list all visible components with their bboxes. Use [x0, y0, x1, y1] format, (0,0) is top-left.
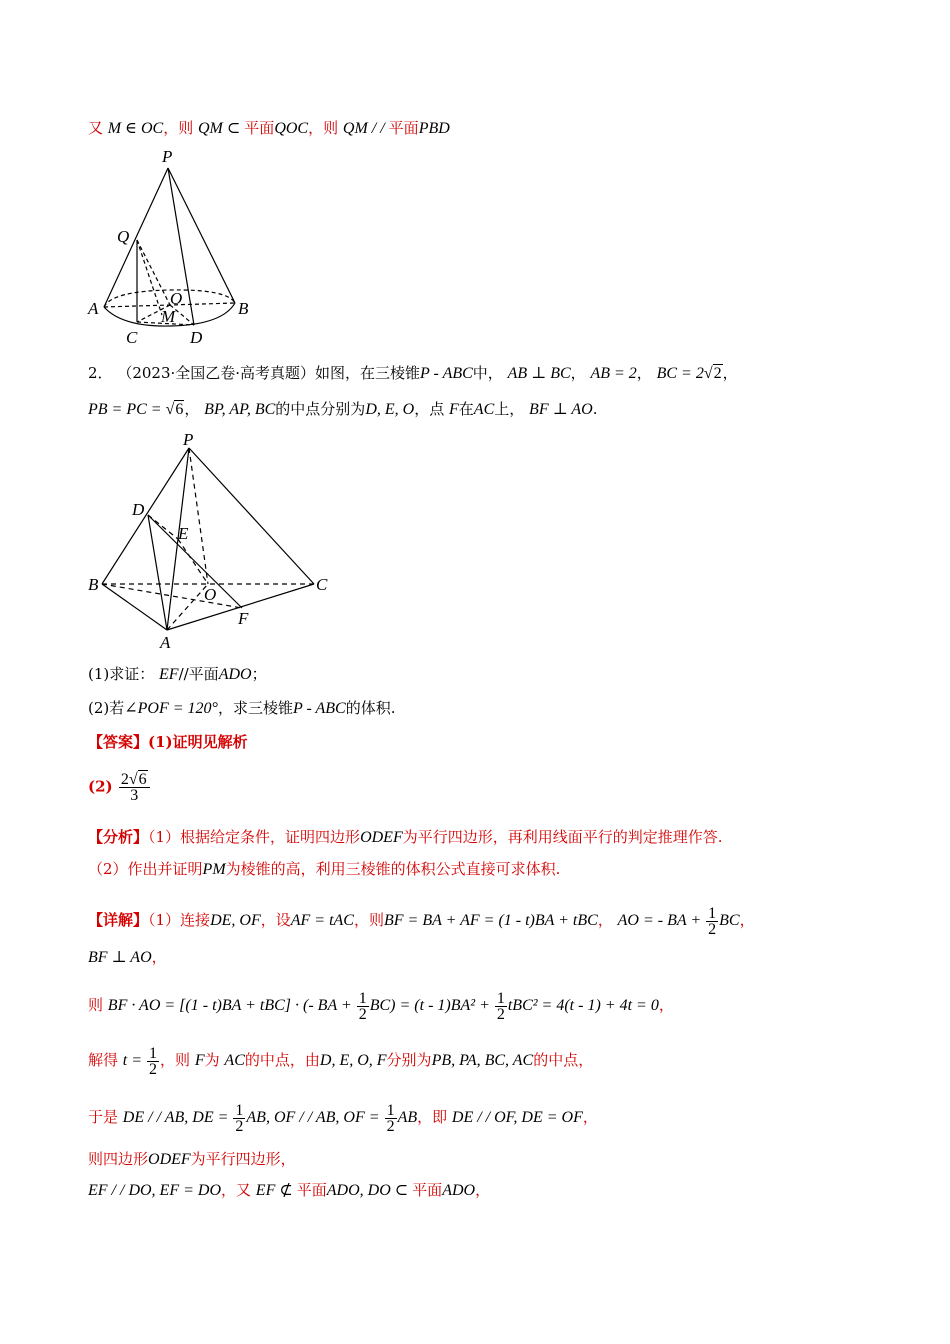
- problem-2-line2: PB = PC = √6， BP, AP, BC的中点分别为D, E, O，点 F在AC上， BF ⊥ AO.: [88, 400, 598, 418]
- cone-figure: [82, 145, 262, 350]
- answer-tag: 【答案】: [88, 733, 149, 751]
- label-d: D: [132, 500, 145, 519]
- label-e: E: [178, 524, 189, 543]
- label-m: M: [161, 307, 176, 326]
- analysis-line1: 【分析】（1）根据给定条件，证明四边形ODEF为平行四边形，再利用线面平行的判定推理作答.: [88, 828, 723, 846]
- edge-pb: [168, 168, 235, 303]
- problem-2-line1: 2． （2023·全国乙卷·高考真题）如图，在三棱锥P - ABC中， AB ⊥ BC， AB = 2， BC = 2√2，: [88, 364, 738, 382]
- label-c: C: [126, 328, 138, 347]
- analysis-line2: （2）作出并证明PM为棱锥的高，利用三棱锥的体积公式直接可求体积.: [88, 860, 561, 878]
- edge-po-dashed: [189, 448, 208, 584]
- answer-line2: (2) $\frac{2√6}{3}$: [88, 772, 151, 803]
- label-o: O: [204, 585, 217, 604]
- label-a: A: [88, 299, 99, 318]
- question-2: (2)若∠POF = 120°，求三棱锥P - ABC的体积.: [88, 699, 396, 717]
- edge-pa: [104, 168, 168, 307]
- detail-line2: BF ⊥ AO，: [88, 948, 167, 966]
- label-c: C: [316, 575, 328, 594]
- detail-tag: 【详解】: [88, 911, 149, 929]
- edge-de-dashed: [148, 515, 178, 539]
- edge-qo-dashed: [137, 240, 170, 305]
- detail-line6: 则四边形ODEF为平行四边形，: [88, 1150, 296, 1168]
- pyramid-figure: [82, 428, 342, 656]
- label-b: B: [88, 575, 99, 594]
- label-o: O: [170, 289, 183, 308]
- label-b: B: [238, 299, 249, 318]
- detail-line3: 则 BF · AO = [(1 - t)BA + tBC] · (- BA + $\frac{1}{2}$ BC) = (t - 1)BA² + $\frac{1}{2}$ tBC² = 4(t - 1) + 4t = 0，: [88, 989, 674, 1023]
- label-p: P: [162, 147, 173, 166]
- edge-pb: [102, 448, 189, 584]
- label-d: D: [190, 328, 203, 347]
- edge-da: [148, 515, 167, 630]
- detail-line4: 解得 t = $\frac{1}{2}$ ，则 F为 AC的中点，由D, E, O, F分别为PB, PA, BC, AC的中点，: [88, 1044, 594, 1078]
- analysis-tag: 【分析】: [88, 828, 149, 846]
- proof-line-qm-parallel: 又 M ∈ OC，则 QM ⊂ 平面QOC，则 QM / / 平面PBD: [88, 119, 450, 137]
- label-f: F: [238, 609, 249, 628]
- edge-ba: [102, 584, 167, 630]
- edge-qm-dashed: [137, 240, 162, 315]
- detail-line1: 【详解】（1）连接DE, OF，设AF = tAC，则BF = BA + AF = (1 - t)BA + tBC， AO = - BA + $\frac{1}{2}$ BC，: [88, 904, 755, 938]
- edge-pc: [189, 448, 314, 584]
- answer-fraction: $\frac{2√6}{3}$: [119, 772, 150, 803]
- label-p: P: [183, 430, 194, 449]
- math-m-in-oc: M ∈ OC: [107, 120, 164, 137]
- label-a: A: [160, 633, 171, 652]
- detail-line5: 于是 DE / / AB, DE = $\frac{1}{2}$ AB, OF / / AB, OF = $\frac{1}{2}$ AB，即 DE / / OF, DE = OF，: [88, 1101, 598, 1135]
- detail-line7: EF / / DO, EF = DO，又 EF ⊄ 平面ADO, DO ⊂ 平面ADO，: [88, 1181, 491, 1199]
- question-1: (1)求证： EF//平面ADO；: [88, 665, 267, 683]
- label-q: Q: [117, 227, 130, 246]
- answer-line1: 【答案】(1)证明见解析: [88, 733, 248, 751]
- edge-df: [148, 515, 242, 608]
- edge-eo-dashed: [178, 539, 208, 584]
